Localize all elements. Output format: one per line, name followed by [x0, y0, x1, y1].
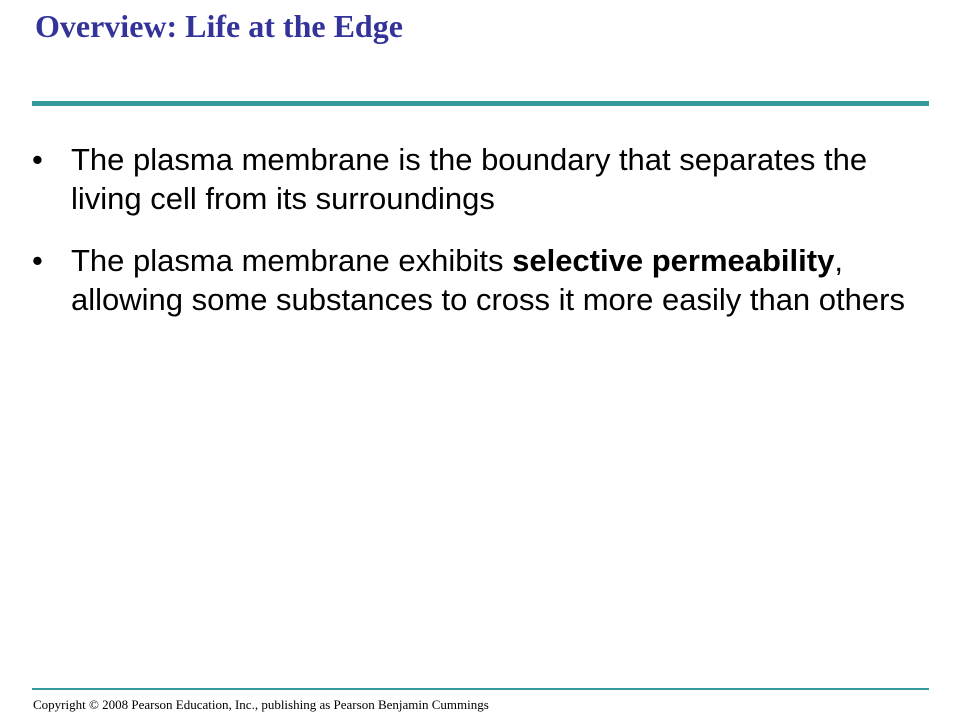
footer-divider	[32, 688, 929, 690]
bullet-text-emphasis: selective permeability	[512, 243, 835, 278]
bullet-text: The plasma membrane is the boundary that separates the living cell from its surroundings	[71, 142, 868, 216]
bullet-marker: •	[32, 243, 43, 278]
copyright-notice: Copyright © 2008 Pearson Education, Inc., publishing as Pearson Benjamin Cummings	[33, 697, 489, 712]
bullet-list	[32, 140, 912, 342]
title-divider	[32, 101, 929, 106]
bullet-marker: •	[32, 142, 43, 177]
bullet-item	[32, 241, 912, 319]
bullet-item	[32, 140, 912, 218]
bullet-text-tail: , allowing some substances to cross it more easily than others	[71, 243, 905, 317]
bullet-text-lead: The plasma membrane exhibits	[71, 243, 513, 278]
slide-title: Overview: Life at the Edge	[35, 8, 403, 44]
